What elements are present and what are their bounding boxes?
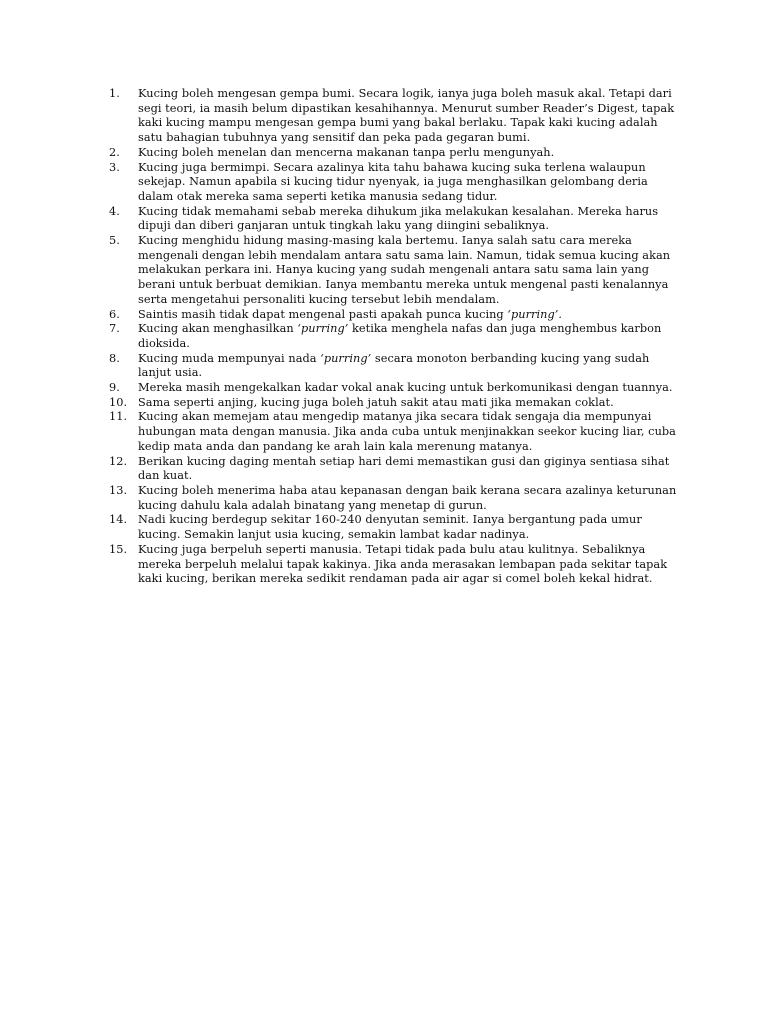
fact-text [138,513,642,541]
fact-number: 9. [109,381,120,395]
fact-text-segment: Nadi kucing berdegup sekitar 160-240 denyutan seminit. Ianya bergantung pada umur kucing. Semakin lanjut usia kucing, semakin lambat kadar nadinya. [138,513,642,542]
fact-text [138,455,669,483]
fact-item [109,484,684,513]
fact-item [109,205,684,234]
fact-item [109,161,684,205]
fact-text-segment: Kucing juga bermimpi. Secara azalinya kita tahu bahawa kucing suka terlena walaupun sekejap. Namun apabila si kucing tidur nyenyak, ia juga menghasilkan gelombang deria dalam otak mereka sama seperti ketika manusia sedang tidur. [138,160,648,203]
fact-term-italic: ‘purring’ [320,351,372,365]
fact-text [138,543,667,585]
fact-text [138,322,661,350]
fact-text-segment: Kucing boleh mengesan gempa bumi. Secara logik, ianya juga boleh masuk akal. Tetapi dari segi teori, ia masih belum dipastikan kesahihannya. Menurut sumber Reader’s Digest, tapak kaki kucing mampu mengesan gempa bumi yang bakal berlaku. Tapak kaki kucing adalah satu bahagian tubuhnya yang sensitif dan peka pada gegaran bumi. [138,87,675,145]
fact-number: 5. [109,234,120,248]
fact-text-segment: Kucing akan menghasilkan [138,322,298,336]
fact-number: 12. [109,454,128,468]
fact-item [109,396,684,411]
fact-item [109,410,684,454]
fact-text-segment: secara monoton berbanding kucing yang sudah lanjut usia. [138,351,650,380]
fact-text-segment: Kucing boleh menelan dan mencerna makanan tanpa perlu mengunyah. [138,145,555,159]
fact-number: 10. [109,395,128,409]
fact-text [138,234,670,306]
fact-term-italic: ‘purring’ [297,322,349,336]
fact-text [138,381,673,394]
fact-number: 4. [109,204,120,218]
fact-item [109,87,684,146]
fact-text [138,146,554,159]
fact-number: 3. [109,160,120,174]
fact-number: 13. [109,483,128,497]
fact-item [109,543,684,587]
fact-number: 15. [109,542,128,556]
fact-text [138,161,648,203]
fact-text-segment: Kucing tidak memahami sebab mereka dihukum jika melakukan kesalahan. Mereka harus dipuji dan diberi ganjaran untuk tingkah laku yang diingini sebaliknya. [138,204,659,233]
fact-text [138,352,649,380]
fact-text [138,410,676,452]
fact-text-segment: Berikan kucing daging mentah setiap hari demi memastikan gusi dan giginya sentiasa sihat dan kuat. [138,454,670,483]
fact-text-segment: ketika menghela nafas dan juga menghembus karbon dioksida. [138,322,662,350]
fact-text-segment: Kucing akan memejam atau mengedip matanya jika secara tidak sengaja dia mempunyai hubungan mata dengan manusia. Jika anda cuba untuk menjinakkan seekor kucing liar, cuba kedip mata anda dan pandang ke arah lain kala merenung matanya. [138,410,676,453]
fact-item [109,352,684,381]
fact-text-segment: Kucing muda mempunyai nada [138,351,321,365]
fact-number: 8. [109,351,120,365]
fact-number: 7. [109,322,120,336]
fact-text [138,484,676,512]
fact-number: 11. [109,410,128,424]
fact-text-segment: Sama seperti anjing, kucing juga boleh jatuh sakit atau mati jika memakan coklat. [138,395,614,409]
fact-text-segment: Mereka masih mengekalkan kadar vokal anak kucing untuk berkomunikasi dengan tuannya. [138,381,673,395]
fact-list [109,87,684,587]
fact-text [138,308,562,321]
fact-text-segment: Kucing boleh menerima haba atau kepanasan dengan baik kerana secara azalinya keturunan kucing dahulu kala adalah binatang yang menetap di gurun. [138,483,677,512]
fact-text-segment: Saintis masih tidak dapat mengenal pasti apakah punca kucing [138,307,508,321]
fact-item [109,234,684,308]
fact-text [138,205,658,233]
fact-text [138,396,614,409]
fact-number: 6. [109,307,120,321]
fact-text [138,87,674,144]
fact-item [109,146,684,161]
fact-item [109,308,684,323]
fact-item [109,381,684,396]
fact-term-italic: ‘purring’. [507,307,563,321]
fact-number: 14. [109,513,128,527]
fact-text-segment: Kucing juga berpeluh seperti manusia. Tetapi tidak pada bulu atau kulitnya. Sebaliknya mereka berpeluh melalui tapak kakinya. Jika anda merasakan lembapan pada sekitar tapak kaki kucing, berikan mereka sedikit rendaman pada air agar si comel boleh kekal hidrat. [138,542,668,586]
fact-number: 2. [109,145,120,159]
fact-text-segment: Kucing menghidu hidung masing-masing kala bertemu. Ianya salah satu cara mereka mengenali dengan lebih mendalam antara satu sama lain. Namun, tidak semua kucing akan melakukan perkara ini. Hanya kucing yang sudah mengenali antara satu sama lain yang berani untuk berbuat demikian. Ianya membantu mereka untuk mengenal pasti kenalannya serta mengetahui personaliti kucing tersebut lebih mendalam. [138,234,671,306]
fact-item [109,322,684,351]
fact-number: 1. [109,87,120,100]
fact-item [109,455,684,484]
fact-item [109,513,684,542]
